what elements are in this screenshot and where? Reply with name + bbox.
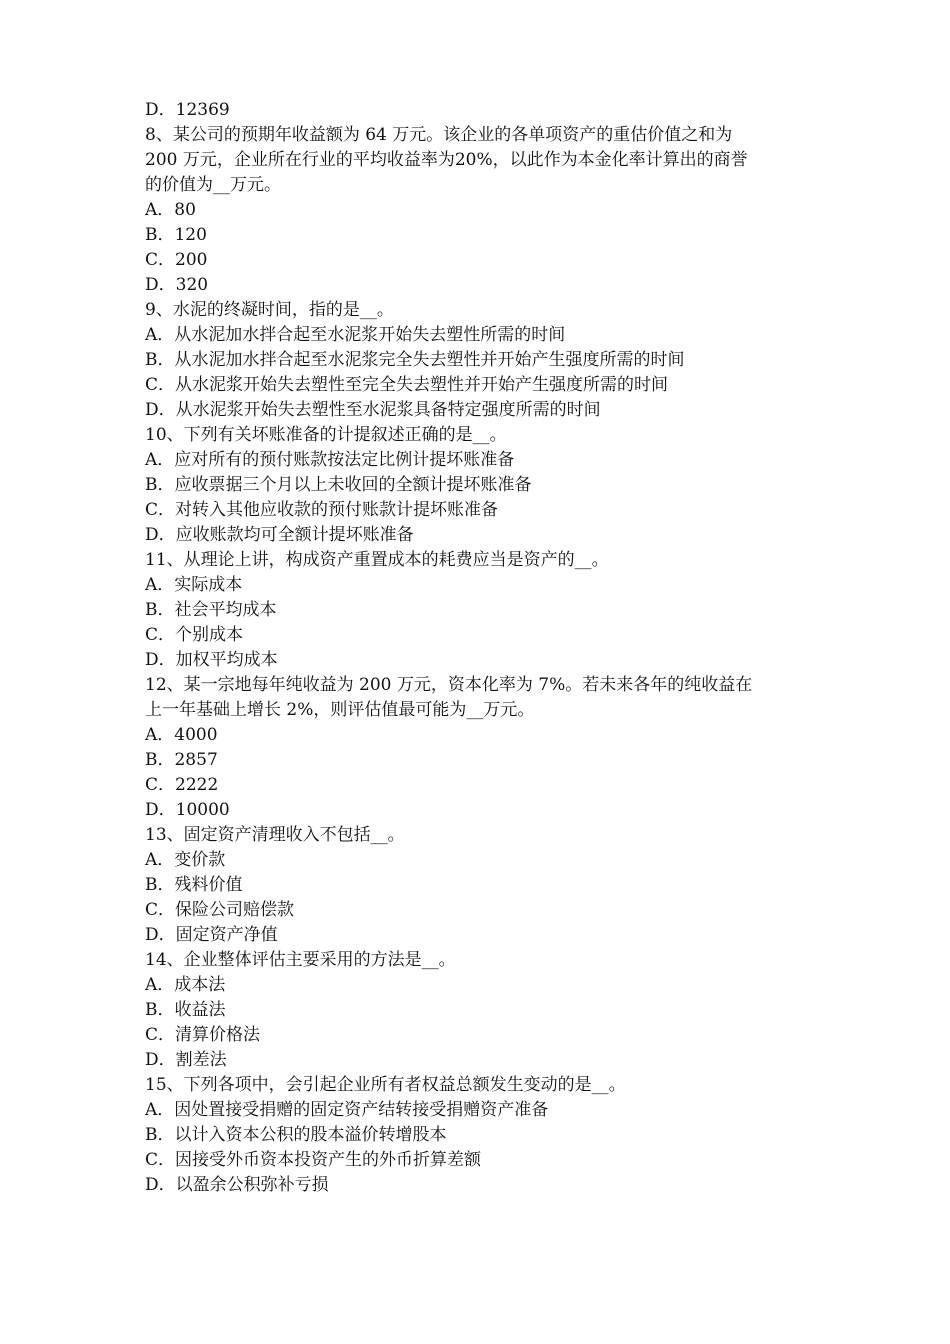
question-8-line-3: 的价值为__万元。	[145, 175, 281, 195]
option-line: B．应收票据三个月以上未收回的全额计提坏账准备	[145, 475, 532, 495]
option-line: D．固定资产净值	[145, 925, 278, 945]
option-line: A．实际成本	[145, 575, 243, 595]
option-line: B．收益法	[145, 1000, 226, 1020]
question-12-line-1: 12、某一宗地每年纯收益为 200 万元，资本化率为 7%。若未来各年的纯收益在	[145, 675, 753, 695]
option-line: B．120	[145, 225, 207, 245]
option-line: A．因处置接受捐赠的固定资产结转接受捐赠资产准备	[145, 1100, 549, 1120]
option-line: C．个别成本	[145, 625, 244, 645]
option-line: D．以盈余公积弥补亏损	[145, 1175, 329, 1195]
option-line: D．10000	[145, 800, 230, 820]
question-15: 15、下列各项中，会引起企业所有者权益总额发生变动的是__。	[145, 1075, 626, 1095]
option-line: C．200	[145, 250, 208, 270]
option-line: C．清算价格法	[145, 1025, 261, 1045]
option-line: C．对转入其他应收款的预付账款计提坏账准备	[145, 500, 499, 520]
option-line: C．保险公司赔偿款	[145, 900, 295, 920]
option-line: D．割差法	[145, 1050, 227, 1070]
option-line: B．残料价值	[145, 875, 243, 895]
question-8-line-1: 8、某公司的预期年收益额为 64 万元。该企业的各单项资产的重估价值之和为	[145, 125, 733, 145]
question-13: 13、固定资产清理收入不包括__。	[145, 825, 405, 845]
option-line: C．从水泥浆开始失去塑性至完全失去塑性并开始产生强度所需的时间	[145, 375, 669, 395]
option-line: A．变价款	[145, 850, 226, 870]
question-12-line-2: 上一年基础上增长 2%，则评估值最可能为__万元。	[145, 700, 535, 720]
option-line: A．80	[145, 200, 196, 220]
option-line: D．从水泥浆开始失去塑性至水泥浆具备特定强度所需的时间	[145, 400, 601, 420]
option-line: D．应收账款均可全额计提坏账准备	[145, 525, 414, 545]
document-body	[145, 98, 815, 1198]
question-10: 10、下列有关坏账准备的计提叙述正确的是__。	[145, 425, 507, 445]
option-line: B．以计入资本公积的股本溢价转增股本	[145, 1125, 447, 1145]
question-8-line-2: 200 万元，企业所在行业的平均收益率为20%，以此作为本金化率计算出的商誉	[145, 150, 748, 170]
option-line: A．从水泥加水拌合起至水泥浆开始失去塑性所需的时间	[145, 325, 566, 345]
option-line: B．2857	[145, 750, 218, 770]
option-line: B．从水泥加水拌合起至水泥浆完全失去塑性并开始产生强度所需的时间	[145, 350, 685, 370]
question-14: 14、企业整体评估主要采用的方法是__。	[145, 950, 456, 970]
option-line: D．12369	[145, 100, 230, 120]
option-line: C．因接受外币资本投资产生的外币折算差额	[145, 1150, 482, 1170]
option-line: B．社会平均成本	[145, 600, 277, 620]
question-9: 9、水泥的终凝时间，指的是__。	[145, 300, 394, 320]
question-11: 11、从理论上讲，构成资产重置成本的耗费应当是资产的__。	[145, 550, 609, 570]
option-line: A．成本法	[145, 975, 226, 995]
option-line: A．4000	[145, 725, 218, 745]
option-line: A．应对所有的预付账款按法定比例计提坏账准备	[145, 450, 515, 470]
option-line: D．320	[145, 275, 209, 295]
option-line: C．2222	[145, 775, 219, 795]
option-line: D．加权平均成本	[145, 650, 278, 670]
